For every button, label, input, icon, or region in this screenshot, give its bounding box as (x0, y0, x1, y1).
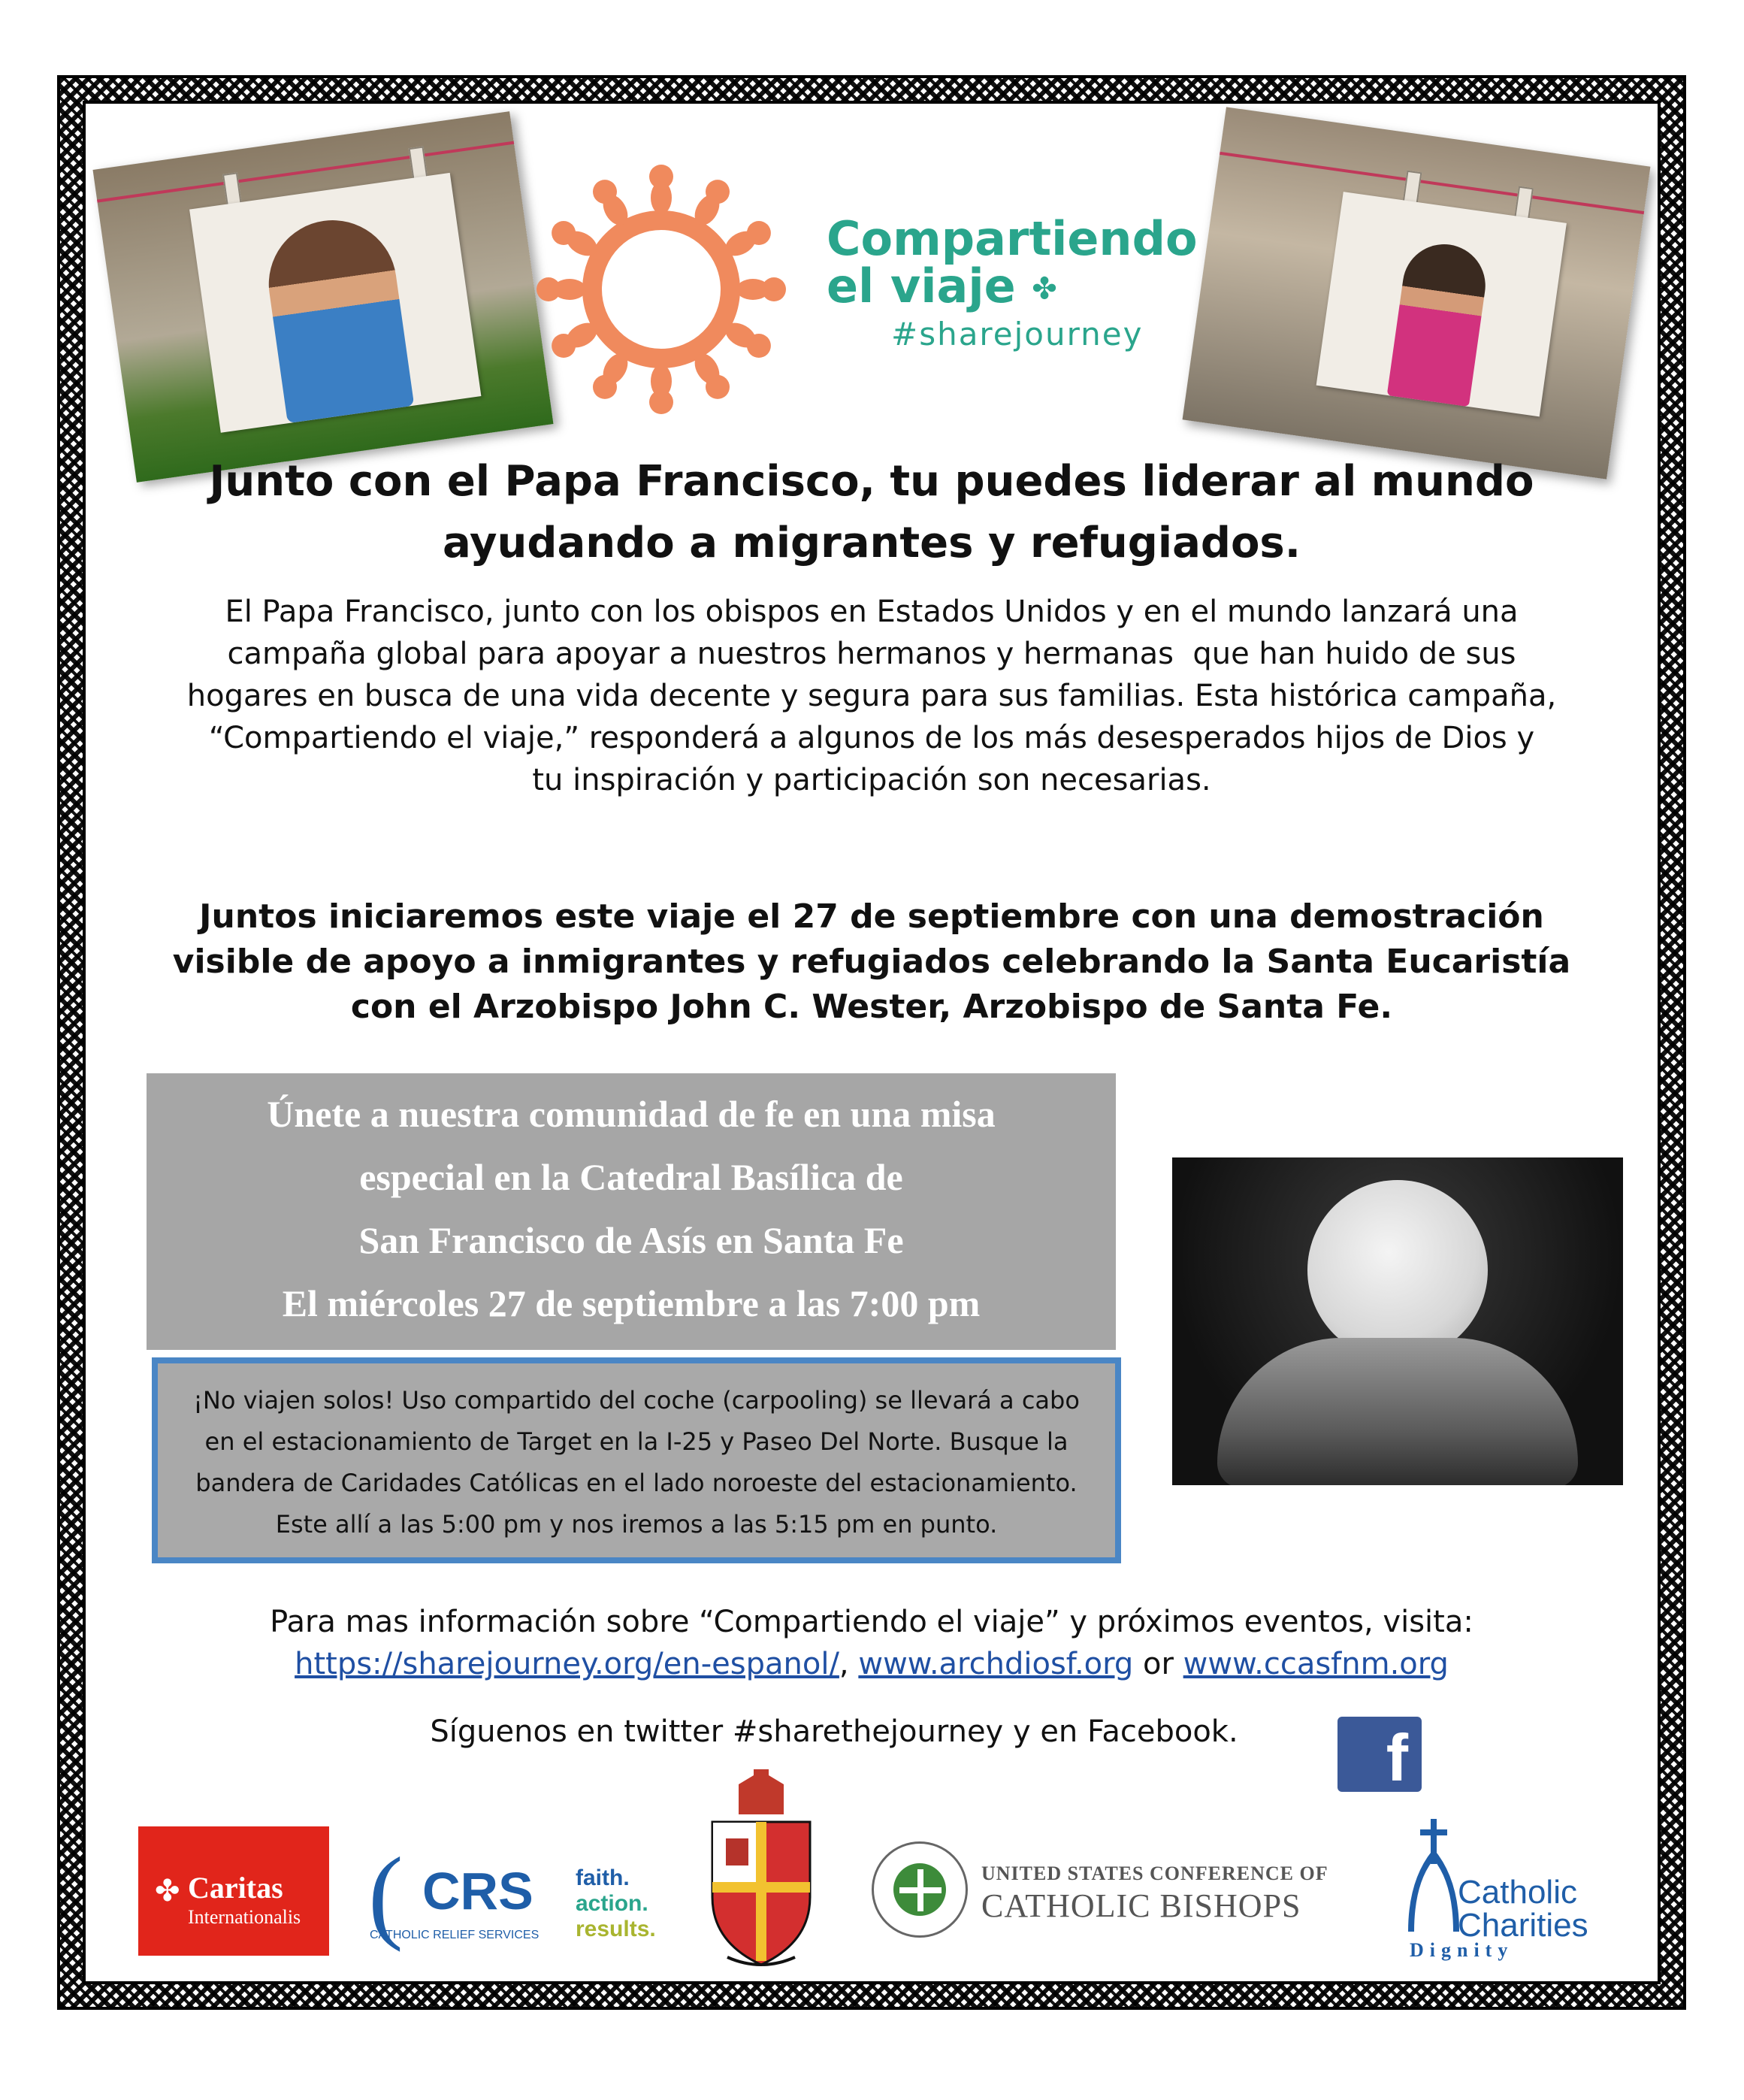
logo-person-body (651, 181, 672, 214)
lead-line: visible de apoyo a inmigrantes y refugiados celebrando la Santa Eucaristía (172, 943, 1571, 981)
intro-line: El Papa Francisco, junto con los obispos en Estados Unidos y en el mundo lanzará una (225, 595, 1519, 629)
boy-figure (261, 212, 415, 423)
event-line: especial en la Catedral Basílica de (359, 1156, 903, 1198)
photo-card (189, 173, 481, 433)
intro-line: tu inspiración y participación son necesarias. (532, 763, 1211, 797)
caritas-sub: Internationalis (188, 1906, 301, 1928)
lead-line: con el Arzobispo John C. Wester, Arzobispo de Santa Fe. (350, 988, 1393, 1026)
crs-word: CRS (422, 1862, 533, 1920)
lead-line: Juntos iniciaremos este viaje el 27 de septiembre con una demostración (199, 897, 1544, 936)
carpool-line: ¡No viajen solos! Uso compartido del coche (carpooling) se llevará a cabo (193, 1386, 1080, 1415)
host-wafer (1307, 1180, 1488, 1360)
intro-line: campaña global para apoyar a nuestros hermanos y hermanas que han huido de sus (227, 637, 1516, 671)
logo-person-body (736, 279, 769, 300)
carpool-line: Este allí a las 5:00 pm y nos iremos a las 5:15 pm en punto. (275, 1510, 998, 1539)
cc-dignity: Dignity (1410, 1939, 1514, 1961)
brand-wordmark (827, 211, 1217, 353)
usccb-line1: UNITED STATES CONFERENCE OF (981, 1862, 1328, 1884)
headline (128, 451, 1616, 574)
headline-line2: ayudando a migrantes y refugiados. (442, 519, 1301, 567)
crs-logo (368, 1834, 669, 1962)
archdiocese-coat-of-arms-icon (697, 1769, 825, 1972)
sharejourney-link[interactable]: https://sharejourney.org/en-espanol/ (295, 1647, 839, 1681)
crs-tagline (576, 1865, 656, 1942)
separator: , (839, 1647, 859, 1681)
facebook-icon[interactable]: f (1337, 1717, 1422, 1792)
event-box (147, 1073, 1116, 1350)
logo-person-body (553, 279, 586, 300)
crs-faith: faith. (576, 1865, 630, 1890)
carpool-line: bandera de Caridades Católicas en el lado noroeste del estacionamiento. (195, 1469, 1078, 1497)
intro-line: “Compartiendo el viaje,” responderá a algunos de los más desesperados hijos de Dios y (208, 721, 1535, 755)
catholic-charities-logo (1383, 1819, 1631, 1969)
crs-results: results. (576, 1917, 656, 1941)
hands (1217, 1338, 1578, 1485)
photo-card (1316, 192, 1567, 416)
archdiosf-link[interactable]: www.archdiosf.org (858, 1647, 1134, 1681)
follow-text: Síguenos en twitter #sharethejourney y en Facebook. (430, 1714, 1238, 1749)
event-line: Únete a nuestra comunidad de fe en una misa (267, 1093, 996, 1135)
ccasfnm-link[interactable]: www.ccasfnm.org (1183, 1647, 1449, 1681)
logo-ring (592, 220, 730, 359)
brand-line2: el viaje (827, 259, 1016, 314)
intro-line: hogares en busca de una vida decente y segura para sus familias. Esta histórica campaña, (186, 679, 1557, 713)
brand-hashtag: #sharejourney (891, 316, 1144, 353)
carpool-notice (152, 1357, 1121, 1563)
intro-paragraph (128, 591, 1616, 801)
catholic-charities-text (1458, 1876, 1588, 1942)
headline-line1: Junto con el Papa Francisco, tu puedes liderar al mundo (209, 457, 1534, 506)
lead-paragraph (128, 894, 1616, 1030)
logo-person-body (651, 365, 672, 398)
crs-sub: CATHOLIC RELIEF SERVICES (370, 1929, 540, 1941)
girl-photo (1183, 107, 1651, 479)
caritas-logo (138, 1826, 329, 1956)
event-line: San Francisco de Asís en Santa Fe (358, 1219, 904, 1261)
carpool-line: en el estacionamiento de Target en la I-25 y Paseo Del Norte. Busque la (204, 1427, 1068, 1456)
eucharist-host-photo (1172, 1157, 1623, 1485)
separator: or (1133, 1647, 1183, 1681)
cc-line1: Catholic (1458, 1874, 1577, 1911)
sharejourney-people-logo (533, 162, 789, 417)
boy-photo (92, 111, 553, 483)
crs-action: action. (576, 1891, 648, 1916)
caritas-cross-icon: ✤ (155, 1874, 180, 1908)
usccb-logo (872, 1841, 1330, 1939)
girl-figure (1387, 239, 1491, 407)
brand-line1: Compartiendo (827, 211, 1198, 266)
more-info-text: Para mas información sobre “Compartiendo el viaje” y próximos eventos, visita: (270, 1605, 1473, 1639)
caritas-cross-icon: ✤ (1032, 271, 1057, 307)
crs-flame-icon: ( (368, 1836, 404, 1953)
usccb-line2: CATHOLIC BISHOPS (981, 1887, 1301, 1924)
usccb-seal-icon (872, 1841, 968, 1938)
event-datetime: El miércoles 27 de septiembre a las 7:00 pm (282, 1282, 981, 1324)
links-line (128, 1643, 1616, 1685)
caritas-name: Caritas (188, 1871, 283, 1905)
cc-line2: Charities (1458, 1907, 1588, 1944)
